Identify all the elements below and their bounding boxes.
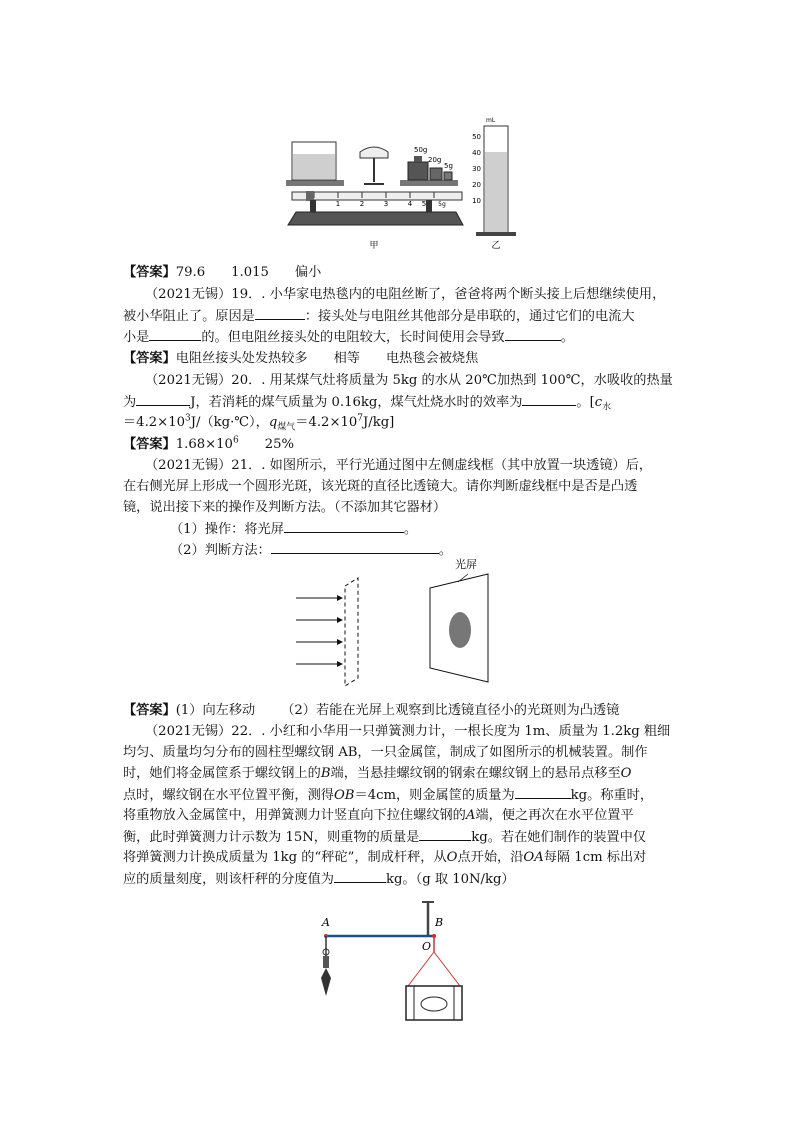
q19-line2: 被小华阻止了。原因是 ：接头处与电阻丝其他部分是串联的，通过它们的电流大 <box>123 305 635 327</box>
weight-20g <box>430 168 442 180</box>
q19-line3: 小是 的。但电阻丝接头处的电阻较大，长时间使用会导致 。 <box>123 326 574 348</box>
cylinder-tick: 10 <box>472 197 481 205</box>
label-jia: 甲 <box>369 241 379 251</box>
q21-line2: 在右侧光屏上形成一个圆形光斑，该光斑的直径比透镜大。请你判断虚线框中是否是凸透 <box>123 479 638 494</box>
basket-weight <box>421 997 447 1011</box>
q19-line1: （2021无锡）19．. 小华家电热毯内的电阻丝断了，爸爸将两个断头接上后想继续使用， <box>145 287 666 302</box>
balance-and-cylinder-figure <box>278 112 518 252</box>
q22-line7: 将弹簧测力计换成质量为 1kg 的“秤砣”，制成杆秤，从O点开始，沿OA每隔 1cm 标出对 <box>123 850 647 865</box>
weight-label: 20g <box>428 156 442 164</box>
left-knob <box>310 200 316 212</box>
answer-18: 【答案】79.6 1.015 偏小 <box>123 265 322 280</box>
q21-line3: 镜，说出接下来的操作及判断方法。（不添加其它器材） <box>123 500 447 515</box>
right-knob <box>426 200 432 212</box>
balance-beam-scale <box>292 192 462 200</box>
q22-line3: 时，她们将金属筐系于螺纹钢上的B端，当悬挂螺纹钢的钢索在螺纹钢上的悬吊点移至O <box>123 766 632 781</box>
scale-tick-label: 4 <box>407 200 413 208</box>
rider <box>306 191 314 201</box>
weight-label: 5g <box>444 162 453 170</box>
q22-line2: 均匀、质量均匀分布的圆柱型螺纹钢 AB，一只金属筐，制成了如图所示的机械装置。制作 <box>123 745 648 760</box>
q21-line1: （2021无锡）21．. 如图所示，平行光通过图中左侧虚线框（其中放置一块透镜）后， <box>145 458 653 473</box>
q22-line6: 衡，此时弹簧测力计示数为 15N，则重物的质量是 kg。若在她们制作的装置中仅 <box>123 826 646 848</box>
cylinder-tick: 40 <box>472 149 481 157</box>
lens-screen-figure <box>290 556 510 692</box>
q22-line4: 点时，螺纹钢在水平位置平衡，测得OB＝4cm，则金属筐的质量为 kg。称重时， <box>123 784 653 806</box>
balance-base <box>288 212 463 225</box>
balance-pointer-dial <box>360 147 388 158</box>
scale-end-label: 5g <box>438 201 446 208</box>
screen-label: 光屏 <box>455 558 477 571</box>
label-B: B <box>435 916 444 929</box>
q20-line2: 为 J，若消耗的煤气质量为 0.16kg，煤气灶烧水时的效率为 。[$c_水$ <box>123 391 611 413</box>
label-O: O <box>422 940 432 953</box>
scale-tick-label: 5 <box>421 200 427 208</box>
weight-50g <box>408 162 428 180</box>
scale-tick-label: 2 <box>359 200 365 208</box>
right-pan <box>400 180 458 186</box>
beaker-liquid <box>293 154 335 179</box>
q21-operation: （1）操作：将光屏 。 <box>170 518 417 540</box>
left-pan <box>286 180 344 186</box>
weight-5g <box>444 172 452 180</box>
scale-tick-label: 3 <box>383 200 389 208</box>
cylinder-liquid <box>485 152 507 233</box>
q22-line5: 将重物放入金属筐中，用弹簧测力计竖直向下拉住螺纹钢的A端，便之再次在水平位置平 <box>123 808 634 823</box>
q20-line1: （2021无锡）20．. 用某煤气灶将质量为 5kg 的水从 20℃加热到 100℃，水吸收的热量 <box>145 373 673 388</box>
weight-label: 50g <box>414 146 428 154</box>
label-yi: 乙 <box>491 241 501 251</box>
light-spot <box>449 612 471 648</box>
q22-line8: 应的质量刻度，则该杆秤的分度值为 kg。（g 取 10N/kg） <box>123 868 515 890</box>
cylinder-tick: 20 <box>472 181 481 189</box>
q20-line3: $=4.2\times 10^3J/(kg\cdot℃)$，$q_{煤气}=4.2\times 10^7J/kg$] <box>123 413 395 433</box>
cylinder-unit: mL <box>486 117 496 124</box>
q21-judge: （2）判断方法： 。 <box>170 539 452 561</box>
q22-line1: （2021无锡）22．. 小红和小华用一只弹簧测力计，一根长度为 1m、质量为 1.2kg 粗细 <box>145 724 671 739</box>
lever-figure <box>314 896 484 1022</box>
answer-20: 【答案】$1.68\times 10^6$ 25% <box>123 435 294 452</box>
answer-19: 【答案】电阻丝接头处发热较多 相等 电热毯会被烧焦 <box>123 351 479 366</box>
answer-21: 【答案】(1）向左移动 （2）若能在光屏上观察到比透镜直径小的光斑则为凸透镜 <box>123 703 620 718</box>
cylinder-tick: 30 <box>472 165 481 173</box>
label-A: A <box>322 916 330 929</box>
lens-dashed-frame <box>345 578 358 686</box>
scale-tick-label: 1 <box>335 200 341 208</box>
cylinder-tick: 50 <box>472 133 481 141</box>
